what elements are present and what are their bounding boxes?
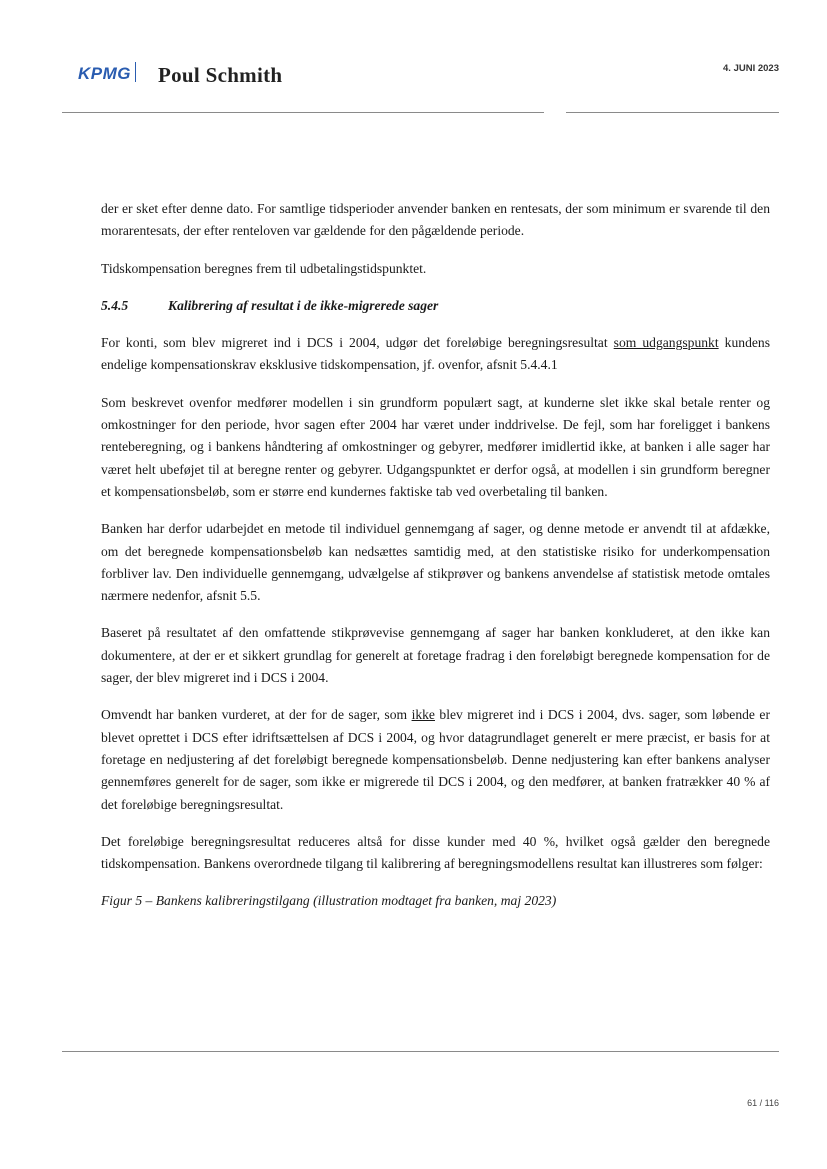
paragraph-2: Tidskompensation beregnes frem til udbetalingstidspunktet. (101, 260, 427, 276)
header-rule-left (62, 112, 544, 113)
paragraph-4: Som beskrevet ovenfor medfører modellen i sin grundform populært sagt, at kunderne slet ikke skal betale renter og omkostninger for den periode, hvor sagen efter 2004 har været under inddrivelse. De fejl, som har foreligget i bankens renteberegning, og i bankens håndtering af omkostninger og gebyrer, medfører imidlertid ikke, at banken i alle sager har været helt ubeføjet til at beregne renter og gebyrer. Udgangspunktet er derfor også, at modellen i sin grundform beregner et kompensationsbeløb, som er større end kundernes faktiske tab ved overbetaling til banken. (101, 394, 770, 499)
firm-name: Poul Schmith (158, 63, 283, 87)
document-body (101, 198, 770, 913)
figure-caption: Figur 5 – Bankens kalibreringstilgang (illustration modtaget fra banken, maj 2023) (101, 893, 557, 909)
underlined-phrase: som udgangspunkt (613, 335, 719, 351)
paragraph-6: Baseret på resultatet af den omfattende stikprøvevise gennemgang af sager har banken konkluderet, at den ikke kan dokumentere, at der er et sikkert grundlag for generelt at foretage fradrag i den foreløbigt beregnede kompensation for de sager, der blev migreret ind i DCS i 2004. (101, 625, 770, 686)
page-number: 61 / 116 (747, 1098, 779, 1108)
header-rule-right (566, 112, 779, 113)
paragraph-5: Banken har derfor udarbejdet en metode til individuel gennemgang af sager, og denne metode er anvendt til at afdække, om det beregnede kompensationsbeløb kan nedsættes samtidig med, at den statistiske risiko for underkompensation forbliver lav. Den individuelle gennemgang, udvælgelse af stikprøver og bankens anvendelse af statistisk metode omtales nærmere nedenfor, afsnit 5.5. (101, 521, 770, 604)
footer-rule (62, 1051, 779, 1052)
paragraph-1: der er sket efter denne dato. For samtlige tidsperioder anvender banken en rentesats, der som minimum er svarende til den morarentesats, der efter renteloven var gældende for den pågældende periode. (101, 201, 770, 239)
section-heading (101, 295, 770, 317)
paragraph-7: Omvendt har banken vurderet, at der for de sager, som ikke blev migreret ind i DCS i 2004, dvs. sager, som løbende er blevet oprettet i DCS efter idriftsættelsen af DCS i 2004, og hvor datagrundlaget generelt er mere præcist, er basis for at foretage en nedjustering af det foreløbigt beregnede kompensationsbeløb. Denne nedjustering kan efter bankens analyser gennemføres generelt for de sager, som ikke er migrerede til DCS i 2004, og den medfører, at banken fratrækker 40 % af det foreløbige beregningsresultat. (101, 707, 770, 812)
paragraph-8: Det foreløbige beregningsresultat reduceres altså for disse kunder med 40 %, hvilket også gælder den beregnede tidskompensation. Bankens overordnede tilgang til kalibrering af beregningsmodellens resultat kan illustreres som følger: (101, 833, 770, 872)
document-date: 4. JUNI 2023 (723, 63, 779, 74)
kpmg-logo: KPMG (78, 62, 136, 84)
section-title: Kalibrering af resultat i de ikke-migrerede sager (168, 297, 439, 313)
paragraph-3: For konti, som blev migreret ind i DCS i 2004, udgør det foreløbige beregningsresultat som udgangspunkt kundens endelige kompensationskrav eksklusive tidskompensation, jf. ovenfor, afsnit 5.4.4.1 (101, 335, 770, 373)
underlined-word: ikke (411, 707, 435, 723)
section-number: 5.4.5 (101, 297, 129, 313)
